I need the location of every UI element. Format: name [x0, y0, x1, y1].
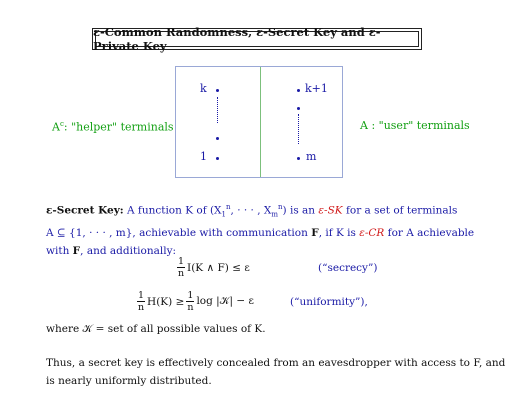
fraction — [177, 256, 185, 279]
where-line: where 𝒦 = set of all possible values of K. — [46, 323, 266, 335]
uniformity-equation — [135, 290, 254, 313]
helper-set-symbol: A — [52, 120, 60, 134]
complement-superscript: c — [59, 120, 64, 128]
terminal-dot-m — [297, 157, 300, 160]
terminal-dot-1 — [216, 157, 219, 160]
fraction-numerator: 1 — [187, 290, 194, 301]
definition-text: A function K of (X — [123, 204, 222, 217]
definition-text: , · · · , X — [230, 204, 272, 217]
communication-symbol: F — [72, 244, 81, 257]
fraction — [186, 290, 194, 313]
definition-text: , and additionally: — [80, 244, 177, 257]
left-bottom-label: 1 — [200, 150, 207, 163]
definition-line-3 — [46, 242, 486, 260]
definition-paragraph — [46, 198, 486, 260]
superscript: n — [278, 203, 283, 211]
partition-divider — [260, 67, 261, 177]
definition-text: with — [46, 244, 73, 257]
fraction-numerator: 1 — [178, 256, 185, 267]
uniformity-rhs: log |𝒦| − ε — [196, 295, 254, 307]
definition-line-1 — [46, 198, 486, 224]
right-vertical-ellipsis — [298, 114, 300, 144]
fraction — [137, 290, 145, 313]
definition-line-2 — [46, 224, 486, 242]
left-top-label: k — [200, 82, 207, 95]
subscript: 1 — [221, 210, 226, 219]
conclusion-paragraph — [46, 354, 506, 390]
fraction-numerator: 1 — [138, 290, 145, 301]
secret-key-term: ε-SK — [318, 204, 343, 217]
terminal-dot-k-plus-1 — [297, 89, 300, 92]
user-terminals-label: A : "user" terminals — [360, 119, 470, 132]
secrecy-equation — [175, 256, 250, 279]
subscript: m — [271, 210, 279, 219]
definition-term: ε-Secret Key: — [46, 204, 124, 217]
terminal-dot — [216, 137, 219, 140]
fraction-denominator: n — [177, 268, 185, 279]
definition-text: , if K is — [318, 226, 360, 239]
definition-text: A ⊆ {1, · · · , m}, achievable with communication — [46, 226, 312, 239]
right-top-label: k+1 — [305, 82, 328, 95]
terminal-dot — [297, 107, 300, 110]
secrecy-expression: I(K ∧ F) ≤ ε — [187, 261, 250, 274]
left-vertical-ellipsis — [217, 97, 219, 123]
helper-label-text: : "helper" terminals — [63, 120, 174, 134]
conclusion-line-2: is nearly uniformly distributed. — [46, 375, 212, 387]
definition-text: ) is an — [282, 204, 319, 217]
fraction-denominator: n — [187, 302, 194, 313]
right-bottom-label: m — [306, 150, 317, 163]
slide-title-text: ε-Common Randomness, ε-Secret Key and ε-Private Key — [93, 25, 381, 53]
uniformity-note: (“uniformity”), — [290, 296, 368, 308]
secrecy-note: (“secrecy”) — [318, 262, 378, 274]
common-randomness-term: ε-CR — [359, 226, 385, 239]
uniformity-lhs: H(K) ≥ — [147, 295, 185, 308]
conclusion-line-1: Thus, a secret key is effectively concealed from an eavesdropper with access to F, and — [46, 357, 506, 369]
superscript: n — [226, 203, 231, 211]
helper-terminals-label — [52, 120, 174, 134]
terminal-dot-k — [216, 89, 219, 92]
definition-text: for A achievable — [384, 226, 475, 239]
definition-text: for a set of terminals — [342, 204, 458, 217]
communication-symbol: F — [311, 226, 319, 239]
fraction-denominator: n — [137, 302, 145, 313]
slide-title — [92, 25, 422, 53]
